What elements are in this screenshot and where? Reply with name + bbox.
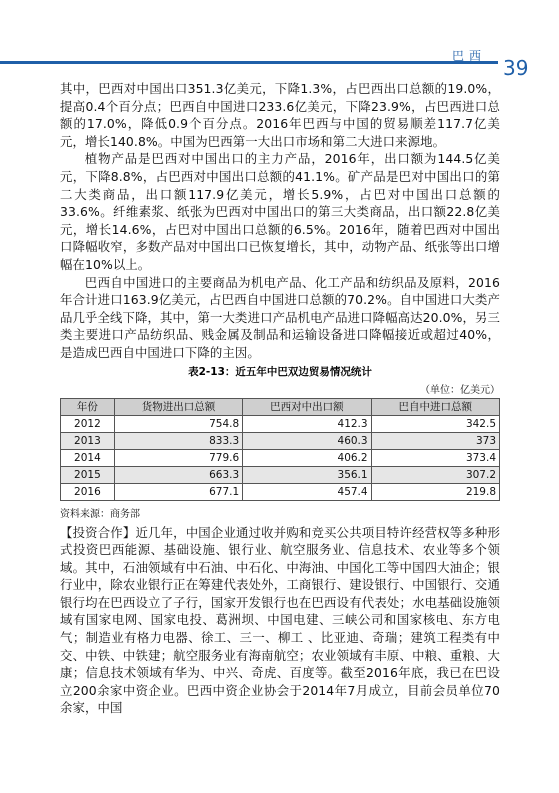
cell-export: 356.1 <box>243 466 371 483</box>
cell-import: 307.2 <box>371 466 499 483</box>
table-title: 表2-13：近五年中巴双边贸易情况统计 <box>188 365 372 378</box>
page-body <box>60 80 500 717</box>
cell-export: 457.4 <box>243 483 371 500</box>
cell-year: 2016 <box>61 483 115 500</box>
paragraph-investment: 【投资合作】近几年，中国企业通过收并购和竞买公共项目特许经营权等多种形式投资巴西能源、基础设施、银行业、航空服务业、信息技术、农业等多个领域。其中，石油领域有中石油、中石化、中海油、中国化工等中国四大油企；银行业中，除农业银行正在筹建代表处外，工商银行、建设银行、中国银行、交通银行均在巴西设立了子行，国家开发银行也在巴西设有代表处；水电基础设施领域有国家电网、国家电投、葛洲坝、中国电建、三峡公司和国家核电、东方电气；制造业有格力电器、徐工、三一、柳工 、比亚迪、奇瑞；建筑工程类有中交、中铁、中铁建；航空服务业有海南航空；农业领域有丰原、中粮、重粮、大康；信息技术领域有华为、中兴、奇虎、百度等。截至2016年底，我已在巴设立200余家中资企业。巴西中资企业协会于2014年7月成立，目前会员单位70余家，中国 <box>60 524 500 716</box>
cell-total: 677.1 <box>114 483 242 500</box>
cell-total: 663.3 <box>114 466 242 483</box>
col-header-export: 巴西对中出口额 <box>243 398 371 415</box>
cell-import: 373.4 <box>371 449 499 466</box>
cell-total: 754.8 <box>114 415 242 432</box>
table-row <box>61 466 500 483</box>
page-number: 39 <box>503 56 529 80</box>
table-header-row <box>61 398 500 415</box>
col-header-total: 货物进出口总额 <box>114 398 242 415</box>
cell-total: 833.3 <box>114 432 242 449</box>
trade-table <box>60 398 500 501</box>
cell-import: 373 <box>371 432 499 449</box>
table-row <box>61 483 500 500</box>
cell-export: 460.3 <box>243 432 371 449</box>
cell-year: 2012 <box>61 415 115 432</box>
paragraph-export-products: 植物产品是巴西对中国出口的主力产品，2016年，出口额为144.5亿美元，下降8.8%，占巴西对中国出口总额的41.1%。矿产品是巴对中国出口的第二大类商品，出口额117.9亿美元，增长5.9%，占巴对中国出口总额的33.6%。纤维素浆、纸张为巴西对中国出口的第三大类商品，出口额22.8亿美元，增长14.6%，占巴对中国出口总额的6.5%。2016年，随着巴西对中国出口降幅收窄，多数产品对中国出口已恢复增长，其中，动物产品、纸张等出口增幅在10%以上。 <box>60 151 500 272</box>
cell-total: 779.6 <box>114 449 242 466</box>
cell-export: 412.3 <box>243 415 371 432</box>
cell-import: 342.5 <box>371 415 499 432</box>
cell-year: 2013 <box>61 432 115 449</box>
table-source: 资料来源：商务部 <box>60 508 140 520</box>
table-row <box>61 432 500 449</box>
table-unit: （单位：亿美元） <box>420 384 500 396</box>
table-row <box>61 415 500 432</box>
header-rule <box>0 61 498 64</box>
paragraph-trade-overview: 其中，巴西对中国出口351.3亿美元，下降1.3%，占巴西出口总额的19.0%，提高0.4个百分点；巴西自中国进口233.6亿美元，下降23.9%，占巴西进口总额的17.0%，降低0.9个百分点。2016年巴西与中国的贸易顺差117.7亿美元，增长140.8%。中国为巴西第一大出口市场和第二大进口来源地。 <box>60 81 500 149</box>
cell-import: 219.8 <box>371 483 499 500</box>
col-header-import: 巴自中进口总额 <box>371 398 499 415</box>
col-header-year: 年份 <box>61 398 115 415</box>
cell-export: 406.2 <box>243 449 371 466</box>
table-row <box>61 449 500 466</box>
cell-year: 2014 <box>61 449 115 466</box>
cell-year: 2015 <box>61 466 115 483</box>
paragraph-import-products: 巴西自中国进口的主要商品为机电产品、化工产品和纺织品及原料，2016年合计进口163.9亿美元，占巴西自中国进口总额的70.2%。自中国进口大类产品几乎全线下降，其中，第一大类进口产品机电产品进口降幅高达20.0%，另三类主要进口产品纺织品、贱金属及制品和运输设备进口降幅接近或超过40%，是造成巴西自中国进口下降的主因。 <box>60 274 500 360</box>
running-header-title: 巴西 <box>452 49 487 63</box>
